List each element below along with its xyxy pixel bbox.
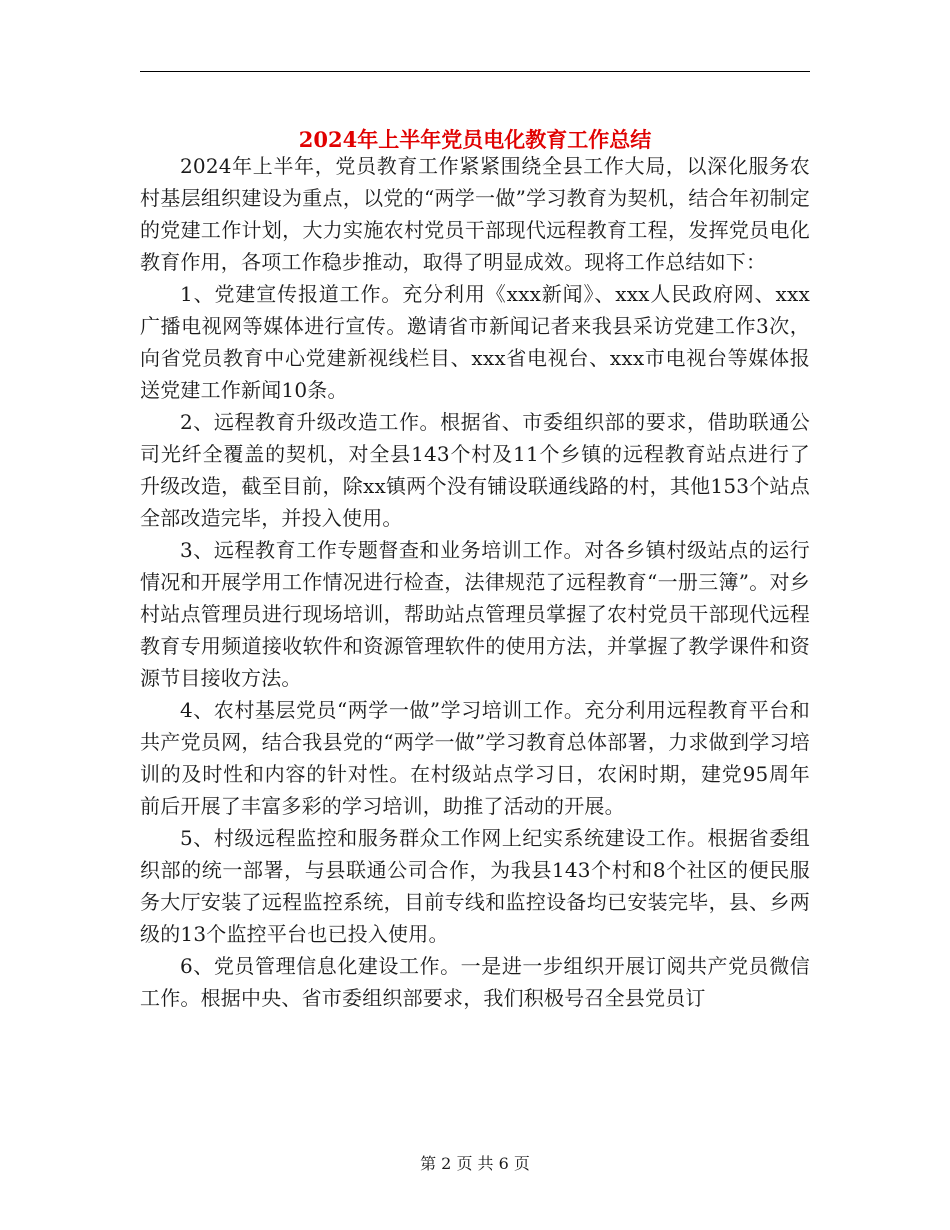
document-body (140, 150, 810, 1014)
paragraph-4-training: 4、农村基层党员“两学一做”学习培训工作。充分利用远程教育平台和共产党员网，结合我县党的“两学一做”学习教育总体部署，力求做到学习培训的及时性和内容的针对性。在村级站点学习日，农闲时期，建党95周年前后开展了丰富多彩的学习培训，助推了活动的开展。 (140, 698, 810, 818)
paragraph-5-monitoring: 5、村级远程监控和服务群众工作网上纪实系统建设工作。根据省委组织部的统一部署，与县联通公司合作，为我县143个村和8个社区的便民服务大厅安装了远程监控系统，目前专线和监控设备均已安装完毕，县、乡两级的13个监控平台也已投入使用。 (140, 826, 810, 946)
paragraph-intro: 2024年上半年，党员教育工作紧紧围绕全县工作大局，以深化服务农村基层组织建设为重点，以党的“两学一做”学习教育为契机，结合年初制定的党建工作计划，大力实施农村党员干部现代远程教育工程，发挥党员电化教育作用，各项工作稳步推动，取得了明显成效。现将工作总结如下： (140, 154, 810, 274)
paragraph-6-informatization: 6、党员管理信息化建设工作。一是进一步组织开展订阅共产党员微信工作。根据中央、省市委组织部要求，我们积极号召全县党员订 (140, 954, 810, 1010)
page-number: 第 2 页 共 6 页 (420, 1154, 530, 1173)
paragraph-2-upgrade: 2、远程教育升级改造工作。根据省、市委组织部的要求，借助联通公司光纤全覆盖的契机，对全县143个村及11个乡镇的远程教育站点进行了升级改造，截至目前，除xx镇两个没有铺设联通线路的村，其他153个站点全部改造完毕，并投入使用。 (140, 410, 810, 530)
header-rule (140, 71, 810, 72)
paragraph-3-inspection: 3、远程教育工作专题督查和业务培训工作。对各乡镇村级站点的运行情况和开展学用工作情况进行检查，法律规范了远程教育“一册三簿”。对乡村站点管理员进行现场培训，帮助站点管理员掌握了农村党员干部现代远程教育专用频道接收软件和资源管理软件的使用方法，并掌握了教学课件和资源节目接收方法。 (140, 538, 810, 690)
document-title: 2024年上半年党员电化教育工作总结 (298, 127, 652, 153)
paragraph-1-publicity: 1、党建宣传报道工作。充分利用《xxx新闻》、xxx人民政府网、xxx广播电视网等媒体进行宣传。邀请省市新闻记者来我县采访党建工作3次，向省党员教育中心党建新视线栏目、xxx省电视台、xxx市电视台等媒体报送党建工作新闻10条。 (140, 282, 810, 402)
